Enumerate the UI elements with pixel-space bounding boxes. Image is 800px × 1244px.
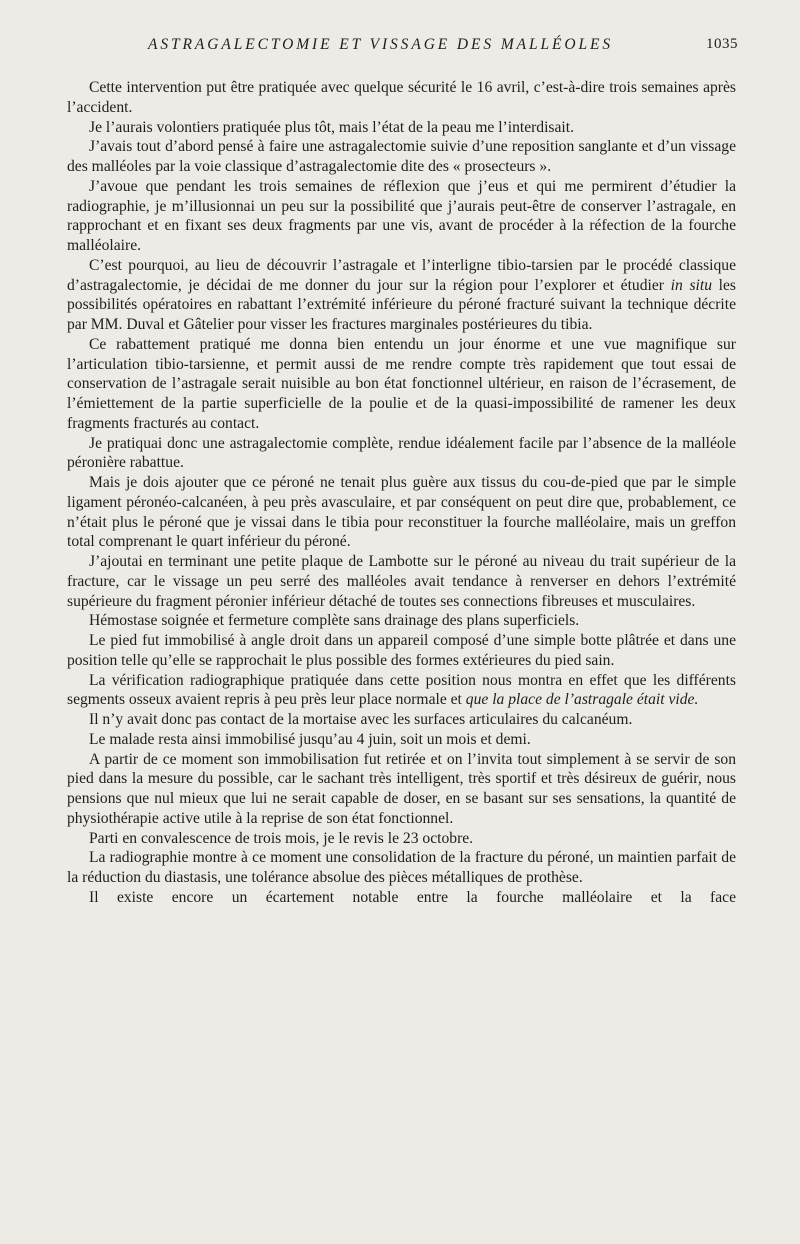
page-number: 1035	[706, 36, 738, 52]
paragraph: Mais je dois ajouter que ce péroné ne tenait plus guère aux tissus du cou-de-pied que par le simple ligament péronéo-calcanéen, à peu près avasculaire, et par conséquent on peut dire que, probablement, ce n’était plus le péroné que je vissai dans le tibia pour reconstituer la fourche malléolaire, mais un greffon total comprenant le quart inférieur du péroné.	[67, 474, 736, 551]
paragraph: J’avoue que pendant les trois semaines de réflexion que j’eus et qui me permirent d’étudier la radiographie, je m’illusionnai un peu sur la possibilité que j’aurais peut-être de conserver l’astragale, en rapprochant et en fixant ses deux fragments par une vis, avant de procéder à la réfection de la fourche malléolaire.	[67, 177, 736, 254]
paragraph: Ce rabattement pratiqué me donna bien entendu un jour énorme et une vue magnifique sur l’articulation tibio-tarsienne, et permit aussi de me rendre compte très rapidement que tout essai de conservation de l’astragale serait nuisible au bon état fonctionnel ultérieur, en raison de l’écrasement, de l’émiettement de la partie superficielle de la poulie et de la quasi-impossibilité de ramener les deux fragments fracturés au contact.	[67, 335, 736, 432]
paragraph: Cette intervention put être pratiquée avec quelque sécurité le 16 avril, c’est-à-dire trois semaines après l’accident.	[67, 79, 736, 116]
paragraph: J’avais tout d’abord pensé à faire une astragalectomie suivie d’une reposition sanglante et d’un vissage des malléoles par la voie classique d’astragalectomie dite des « prosecteurs ».	[67, 138, 736, 175]
paragraph: Le malade resta ainsi immobilisé jusqu’au 4 juin, soit un mois et demi.	[89, 730, 531, 748]
italic-phrase: que la place de l’astragale était vide.	[465, 691, 699, 709]
paragraph: Je l’aurais volontiers pratiquée plus tôt, mais l’état de la peau me l’interdisait.	[89, 118, 574, 136]
running-title: ASTRAGALECTOMIE ET VISSAGE DES MALLÉOLES	[148, 36, 614, 53]
running-header	[70, 36, 738, 56]
paragraph: J’ajoutai en terminant une petite plaque de Lambotte sur le péroné au niveau du trait supérieur de la fracture, car le vissage un peu serré des malléoles avait tendance à renverser en dehors l’extrémité supérieure du fragment péronier inférieur détaché de toutes ses connections fibreuses et musculaires.	[67, 553, 736, 610]
paragraph: Le pied fut immobilisé à angle droit dans un appareil composé d’une simple botte plâtrée et dans une position telle qu’elle se rapprochait le plus possible des formes extérieures du pied sain.	[67, 632, 736, 669]
italic-phrase: in situ	[670, 276, 712, 294]
paragraph: Parti en convalescence de trois mois, je le revis le 23 octobre.	[89, 829, 474, 847]
paragraph: C’est pourquoi, au lieu de découvrir l’astragale et l’interligne tibio-tarsien par le procédé classique d’astragalectomie, je décidai de me donner du jour sur la région pour l’explorer et étudier in situ les possibilités opératoires en rabattant l’extrémité inférieure du péroné fracturé suivant la technique décrite par MM. Duval et Gâtelier pour visser les fractures marginales postérieures du tibia.	[67, 256, 736, 333]
paragraph: A partir de ce moment son immobilisation fut retirée et on l’invita tout simplement à se servir de son pied dans la mesure du possible, car le sachant très intelligent, très sportif et très désireux de guérir, nous pensions que nul mieux que lui ne serait capable de doser, en se basant sur ses sensations, la quantité de physiothérapie active utile à la reprise de son état fonctionnel.	[67, 750, 736, 827]
paragraph: Il n’y avait donc pas contact de la mortaise avec les surfaces articulaires du calcanéum.	[89, 711, 633, 728]
body-text	[67, 78, 736, 908]
paragraph: Hémostase soignée et fermeture complète sans drainage des plans superficiels.	[89, 612, 580, 630]
paragraph: La vérification radiographique pratiquée dans cette position nous montra en effet que les différents segments osseux avaient repris à peu près leur place normale et que la place de l’astragale était vide.	[67, 671, 736, 709]
paragraph-continued: Il existe encore un écartement notable entre la fourche malléolaire et la face	[89, 888, 736, 906]
paragraph: La radiographie montre à ce moment une consolidation de la fracture du péroné, un maintien parfait de la réduction du diastasis, une tolérance absolue des pièces métalliques de prothèse.	[67, 849, 736, 886]
paragraph: Je pratiquai donc une astragalectomie complète, rendue idéalement facile par l’absence de la malléole péronière rabattue.	[67, 434, 736, 472]
